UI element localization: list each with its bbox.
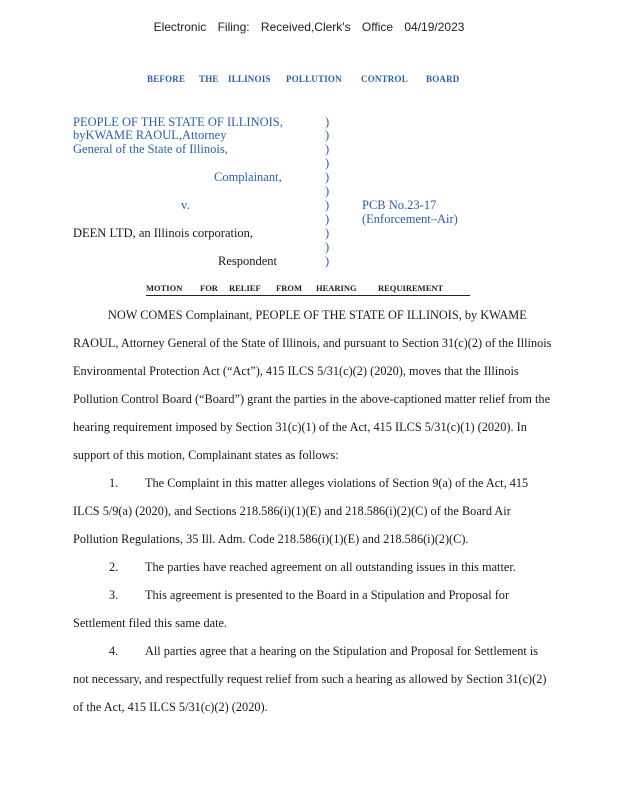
body-line: ILCS 5/9(a) (2020), and Sections 218.586(i)(1)(E) and 218.586(i)(2)(C) of the Board Air [73, 504, 511, 518]
body-line: NOW COMES Complainant, PEOPLE OF THE STATE OF ILLINOIS, by KWAME [108, 308, 527, 322]
board-heading-word: BEFORE [147, 74, 186, 84]
caption-paren: ) [325, 128, 330, 142]
caption-paren: ) [325, 184, 330, 198]
caption-paren: ) [325, 170, 330, 184]
board-heading-word: CONTROL [361, 74, 408, 84]
body-line: Pollution Control Board (“Board”) grant the parties in the above-captioned matter relief from the [73, 392, 551, 406]
body-line: not necessary, and respectfully request relief from such a hearing as allowed by Section 31(c)(2) [73, 672, 547, 686]
caption-paren: ) [325, 142, 330, 156]
motion-title-word: FOR [200, 283, 218, 293]
caption-paren: ) [325, 212, 330, 226]
body-line: hearing requirement imposed by Section 31(c)(1) of the Act, 415 ILCS 5/31(c)(1) (2020). In [73, 420, 527, 434]
plaintiff-line: byKWAME RAOUL,Attorney [73, 128, 227, 142]
body-line: Environmental Protection Act (“Act”), 415 ILCS 5/31(c)(2) (2020), moves that the Illinois [73, 364, 519, 378]
body-line: RAOUL, Attorney General of the State of Illinois, and pursuant to Section 31(c)(2) of the Illinois [73, 336, 552, 350]
caption-paren: ) [325, 226, 330, 240]
body-line: All parties agree that a hearing on the Stipulation and Proposal for Settlement is [145, 644, 539, 658]
case-number: PCB No.23-17 [362, 198, 437, 212]
body-line: The parties have reached agreement on all outstanding issues in this matter. [145, 560, 516, 574]
paragraph-number: 4. [109, 644, 119, 658]
caption-paren: ) [325, 240, 330, 254]
motion-title-word: HEARING [316, 283, 357, 293]
caption-paren: ) [325, 156, 330, 170]
filing-header: Electronic Filing: Received,Clerk's Office 04/19/2023 [153, 20, 465, 34]
motion-title [146, 283, 470, 296]
case-type: (Enforcement–Air) [362, 212, 458, 226]
motion-title-word: FROM [276, 283, 302, 293]
body-line: of the Act, 415 ILCS 5/31(c)(2) (2020). [73, 700, 268, 714]
plaintiff-line: PEOPLE OF THE STATE OF ILLINOIS, [73, 115, 283, 129]
paragraph-number: 1. [109, 476, 119, 490]
board-heading-word: THE [199, 74, 219, 84]
caption-paren: ) [325, 254, 330, 268]
motion-title-word: REQUIREMENT [378, 283, 444, 293]
versus-label: v. [181, 198, 190, 212]
board-heading-word: BOARD [426, 74, 460, 84]
respondent-label: Respondent [218, 254, 278, 268]
caption-paren: ) [325, 198, 330, 212]
paragraph-number: 2. [109, 560, 119, 574]
motion-title-word: MOTION [146, 283, 183, 293]
board-heading-word: POLLUTION [286, 74, 342, 84]
body-line: The Complaint in this matter alleges violations of Section 9(a) of the Act, 415 [145, 476, 529, 490]
body-line: This agreement is presented to the Board in a Stipulation and Proposal for [145, 588, 510, 602]
caption-paren: ) [325, 115, 330, 129]
body-line: support of this motion, Complainant states as follows: [73, 448, 339, 462]
complainant-label: Complainant, [214, 170, 282, 184]
defendant-line: DEEN LTD, an Illinois corporation, [73, 226, 254, 240]
plaintiff-line: General of the State of Illinois, [73, 142, 228, 156]
board-heading-word: ILLINOIS [228, 74, 271, 84]
body-line: Pollution Regulations, 35 Ill. Adm. Code 218.586(i)(1)(E) and 218.586(i)(2)(C). [73, 532, 469, 546]
paragraph-number: 3. [109, 588, 119, 602]
body-line: Settlement filed this same date. [73, 616, 228, 630]
motion-title-word: RELIEF [229, 283, 261, 293]
